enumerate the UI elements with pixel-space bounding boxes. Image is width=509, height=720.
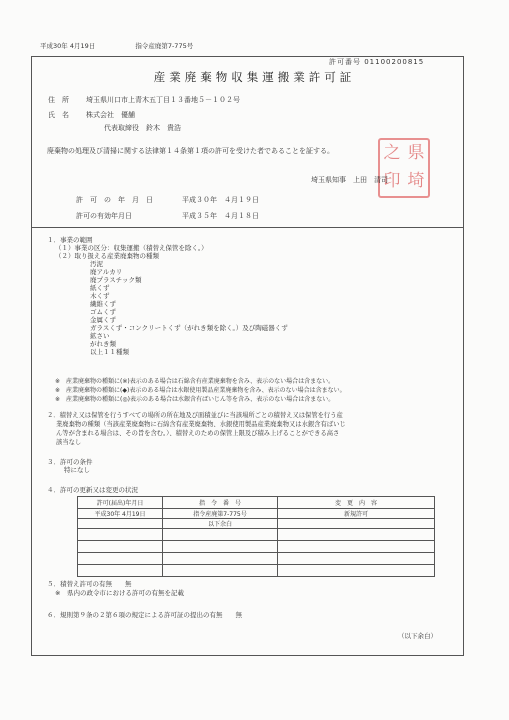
section5-note: ※ 県内の政令市における許可の有無を記載 bbox=[55, 589, 184, 597]
table-row bbox=[78, 565, 435, 577]
valid-until-value: 平成３５年 ４月１８日 bbox=[182, 212, 259, 220]
permit-date-label: 許 可 の 年 月 日 bbox=[76, 196, 153, 204]
table-header-row bbox=[78, 497, 435, 509]
section5-heading: ５．積替え許可の有無 無 bbox=[47, 580, 132, 588]
table-cell bbox=[78, 541, 163, 553]
name-label: 氏 名 bbox=[48, 111, 69, 119]
header-line bbox=[40, 41, 231, 50]
section-divider bbox=[31, 227, 464, 228]
valid-until-label: 許可の有効年月日 bbox=[76, 212, 132, 220]
column-header: 変 更 内 容 bbox=[278, 497, 435, 509]
section1-item2: （２）取り扱える産業廃棄物の種類 bbox=[55, 252, 159, 260]
section3-body: 特になし bbox=[64, 466, 90, 474]
table-cell bbox=[78, 553, 163, 565]
table-cell bbox=[163, 541, 278, 553]
table-row bbox=[78, 529, 435, 541]
list-item: 廃アルカリ bbox=[90, 268, 123, 276]
list-item: ガラスくず・コンクリートくず（がれき類を除く。）及び陶磁器くず bbox=[90, 324, 288, 332]
document-title: 産業廃棄物収集運搬業許可証 bbox=[153, 70, 356, 84]
list-item: 汚泥 bbox=[90, 260, 103, 268]
list-item: 鉱さい bbox=[90, 332, 110, 340]
list-item: 繊維くず bbox=[90, 300, 116, 308]
table-cell bbox=[278, 553, 435, 565]
list-item: がれき類 bbox=[90, 340, 116, 348]
section2-text bbox=[47, 411, 346, 447]
address-label: 住 所 bbox=[48, 96, 69, 104]
section2-line: ２．積替え又は保管を行うすべての場所の所在地及び面積並びに当該場所ごとの積替え又は保管を行う産 bbox=[47, 412, 343, 419]
table-cell bbox=[163, 553, 278, 565]
table-cell bbox=[78, 519, 163, 529]
table-cell bbox=[278, 565, 435, 577]
table-cell: 平成30年 4月19日 bbox=[78, 509, 163, 519]
table-cell bbox=[278, 529, 435, 541]
section3-heading: ３．許可の条件 bbox=[47, 458, 93, 466]
table-cell bbox=[163, 529, 278, 541]
table-cell bbox=[278, 541, 435, 553]
permit-date-value: 平成３０年 ４月１９日 bbox=[182, 196, 259, 204]
issuer-name: 埼玉県知事 上田 清司 bbox=[311, 176, 388, 184]
note-line: ※ 産業廃棄物の種類に(◆)表示のある場合は水銀使用製品産業廃棄物を含み、表示のない場合は含まない。 bbox=[55, 387, 346, 394]
table-cell: 指令産廃第7-775号 bbox=[163, 509, 278, 519]
waste-type-list bbox=[90, 260, 288, 356]
list-item: 紙くず bbox=[90, 284, 110, 292]
table-cell: 以下余白 bbox=[163, 519, 278, 529]
section1-item1: （１）事業の区分：収集運搬（積替え保管を除く。） bbox=[55, 244, 208, 252]
permit-number: 許可番号 01100200815 bbox=[329, 58, 425, 66]
footer-note: （以下余白） bbox=[398, 632, 437, 640]
address-value: 埼玉県川口市上青木五丁目１３番地５－１０２号 bbox=[86, 96, 240, 104]
table-cell bbox=[278, 519, 435, 529]
header-date: 平成30年 4月19日 bbox=[40, 42, 96, 50]
list-item: 以上１１種類 bbox=[90, 348, 129, 356]
representative-name: 代表取締役 鈴木 貴浩 bbox=[104, 124, 181, 132]
header-ref-no: 指令産廃第7-775号 bbox=[135, 42, 194, 50]
table-cell bbox=[163, 565, 278, 577]
table-row bbox=[78, 553, 435, 565]
list-item: 木くず bbox=[90, 292, 110, 300]
permit-history-table bbox=[77, 496, 435, 577]
list-item: ゴムくず bbox=[90, 308, 116, 316]
table-row bbox=[78, 541, 435, 553]
section1-notes bbox=[55, 377, 346, 404]
note-line: ※ 産業廃棄物の種類に(◎)表示のある場合は水銀含有ばいじん等を含み、表示のない場合は含まない。 bbox=[55, 396, 335, 403]
note-line: ※ 産業廃棄物の種類に(※)表示のある場合は石綿含有産業廃棄物を含み、表示のない場合は含まない。 bbox=[55, 378, 335, 385]
table-cell bbox=[78, 565, 163, 577]
list-item: 廃プラスチック類 bbox=[90, 276, 142, 284]
section2-line: 該当なし bbox=[56, 439, 82, 446]
company-name: 株式会社 優舗 bbox=[86, 111, 135, 119]
table-cell: 新規許可 bbox=[278, 509, 435, 519]
section2-line: 業廃棄物の種類（当該産業廃棄物に石綿含有産業廃棄物、水銀使用製品産業廃棄物又は水銀含有ばいじ bbox=[56, 421, 346, 428]
section6-text: ６．規則第９条の２第６項の規定による許可証の提出の有無 無 bbox=[47, 611, 242, 619]
table-row bbox=[78, 519, 435, 529]
official-seal: 之 県 印 埼 bbox=[378, 138, 430, 198]
section1-heading: １．事業の範囲 bbox=[47, 236, 93, 244]
section2-line: ん等が含まれる場合は、その旨を含む。）、積替えのための保管上限及び積み上げることができる高さ bbox=[56, 430, 340, 437]
table-cell bbox=[78, 529, 163, 541]
column-header: 指 令 番 号 bbox=[163, 497, 278, 509]
section4-heading: ４．許可の更新又は変更の状況 bbox=[47, 486, 138, 494]
table-row bbox=[78, 509, 435, 519]
certification-statement: 廃棄物の処理及び清掃に関する法律第１４条第１項の許可を受けた者であることを証する。 bbox=[47, 147, 334, 155]
list-item: 金属くず bbox=[90, 316, 116, 324]
column-header: 許可(届出)年月日 bbox=[78, 497, 163, 509]
